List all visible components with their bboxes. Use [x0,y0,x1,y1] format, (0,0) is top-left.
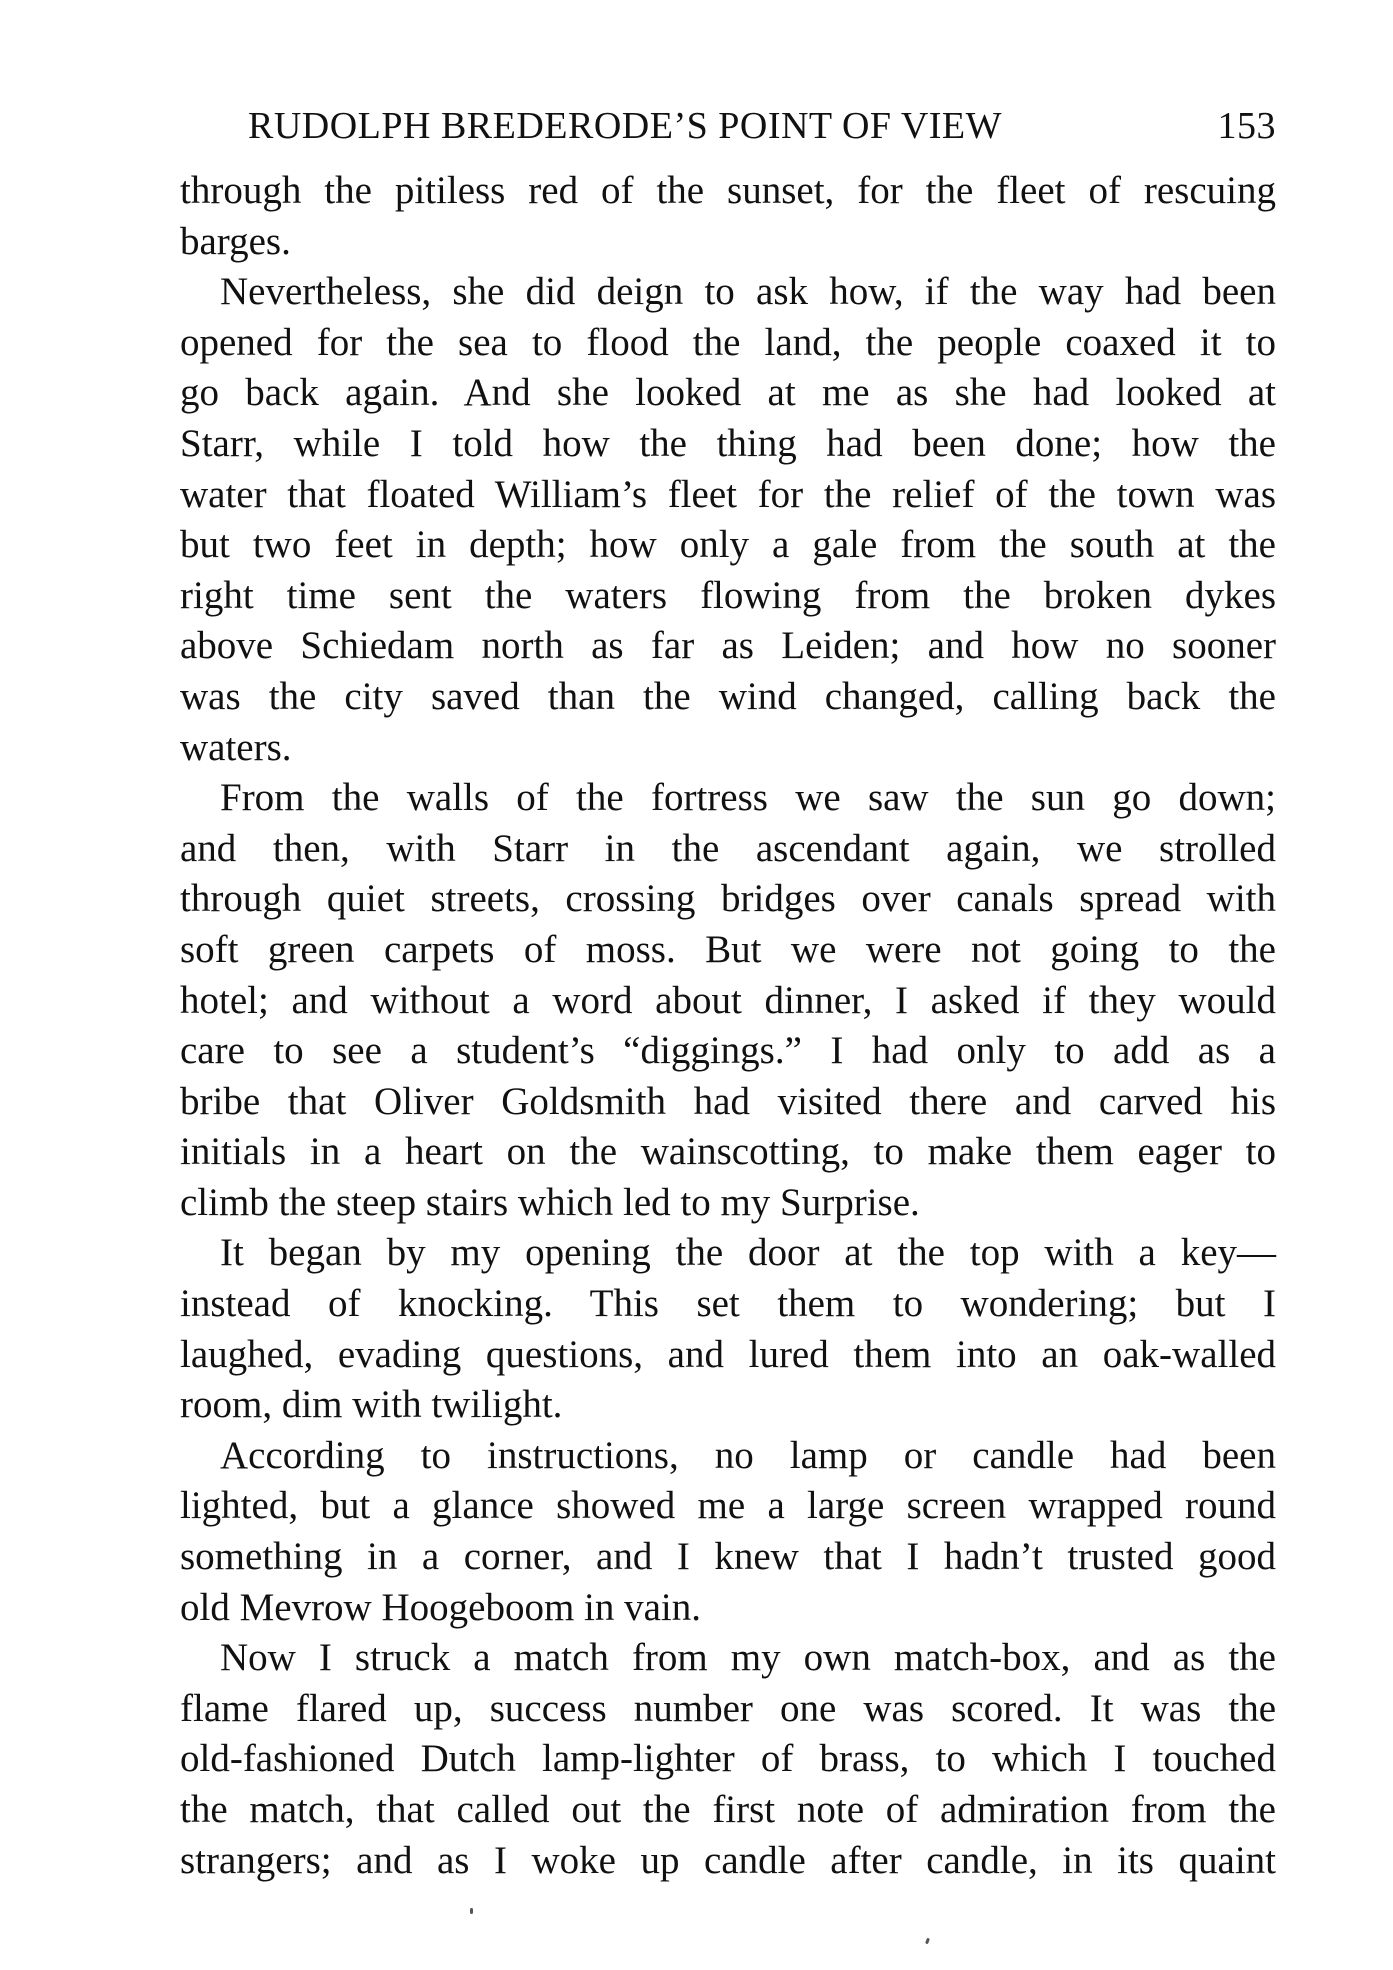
text-line: and then, with Starr in the ascendant again, we strolled [180,826,1276,870]
text-line: flame flared up, success number one was scored. It was the [180,1686,1276,1730]
text-line: From the walls of the fortress we saw the sun go down; [220,776,1276,820]
print-speck [470,1908,473,1914]
text-line: above Schiedam north as far as Leiden; and how no sooner [180,624,1276,668]
print-speck [925,1938,930,1945]
text-line: but two feet in depth; how only a gale from the south at the [180,523,1276,567]
text-line: instead of knocking. This set them to wondering; but I [180,1282,1276,1326]
text-line: old-fashioned Dutch lamp-lighter of brass, to which I touched [180,1737,1276,1781]
text-line: initials in a heart on the wainscotting, to make them eager to [180,1130,1276,1174]
text-line: water that floated William’s fleet for the relief of the town was [180,472,1276,516]
text-line: barges. [180,219,291,263]
running-head [248,104,1276,148]
running-title: RUDOLPH BREDERODE’S POINT OF VIEW [248,105,1003,147]
text-line: through quiet streets, crossing bridges over canals spread with [180,877,1276,921]
text-line: It began by my opening the door at the top with a key— [220,1231,1276,1275]
text-line: Nevertheless, she did deign to ask how, if the way had been [220,270,1276,314]
text-line: Starr, while I told how the thing had been done; how the [180,421,1276,465]
text-line: through the pitiless red of the sunset, for the fleet of rescuing [180,169,1276,212]
text-line: was the city saved than the wind changed, calling back the [180,674,1276,718]
text-line: lighted, but a glance showed me a large screen wrapped round [180,1484,1276,1528]
page-number: 153 [1217,105,1276,147]
text-line: right time sent the waters flowing from the broken dykes [180,573,1276,617]
text-line: strangers; and as I woke up candle after candle, in its quaint [180,1838,1276,1882]
text-line: According to instructions, no lamp or candle had been [220,1433,1276,1477]
text-line: something in a corner, and I knew that I hadn’t trusted good [180,1535,1276,1579]
body-text [180,166,1276,1886]
text-line: Now I struck a match from my own match-box, and as the [220,1636,1276,1680]
text-line: laughed, evading questions, and lured them into an oak-walled [180,1332,1276,1376]
text-line: soft green carpets of moss. But we were not going to the [180,927,1276,971]
text-line: hotel; and without a word about dinner, I asked if they would [180,978,1276,1022]
text-line: bribe that Oliver Goldsmith had visited there and carved his [180,1079,1276,1123]
text-line: go back again. And she looked at me as she had looked at [180,371,1276,415]
text-line: waters. [180,725,292,769]
text-line: opened for the sea to flood the land, the people coaxed it to [180,320,1276,364]
text-line: climb the steep stairs which led to my Surprise. [180,1180,920,1224]
text-line: room, dim with twilight. [180,1383,563,1427]
text-line: care to see a student’s “diggings.” I had only to add as a [180,1029,1276,1073]
text-line: the match, that called out the first note of admiration from the [180,1788,1276,1831]
text-line: old Mevrow Hoogeboom in vain. [180,1585,702,1629]
